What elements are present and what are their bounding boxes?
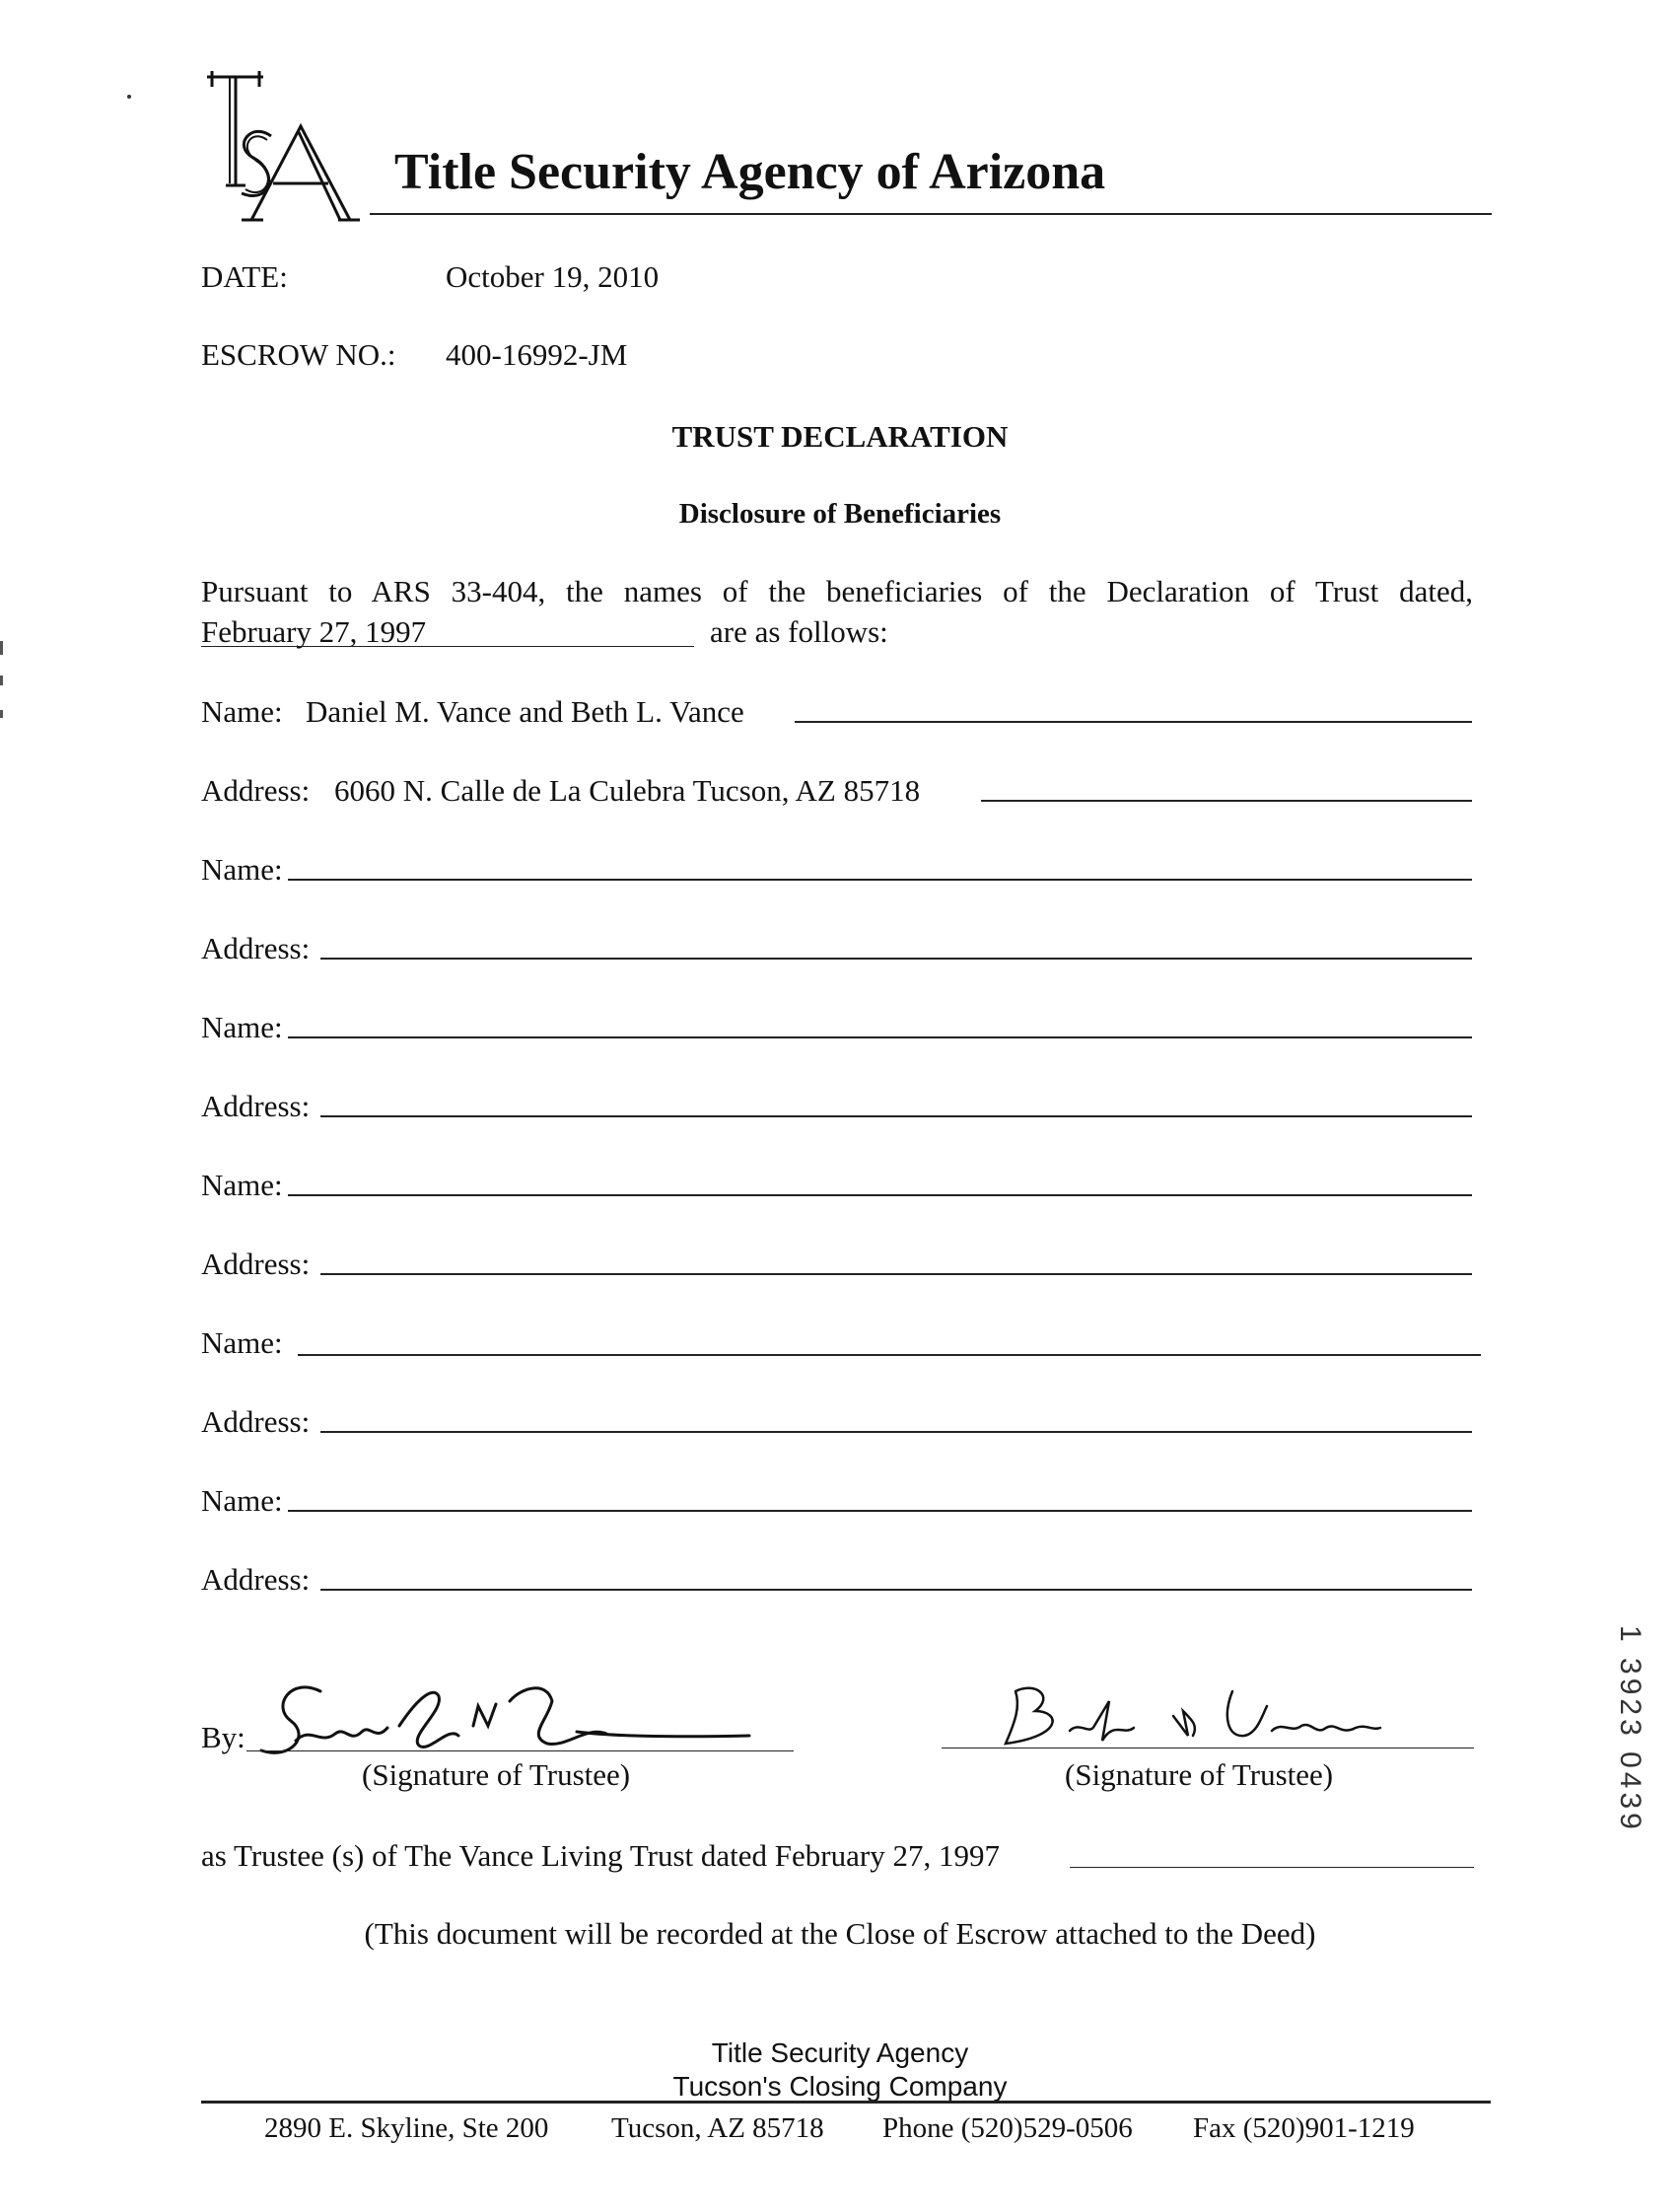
intro-line-2-suffix: are as follows:	[710, 614, 888, 649]
footer-city: Tucson, AZ 85718	[611, 2112, 824, 2144]
tsa-logo	[202, 67, 389, 225]
beneficiary-name-line	[288, 1510, 1472, 1512]
document-subtitle: Disclosure of Beneficiaries	[678, 498, 1002, 530]
beneficiary-name-line	[288, 1036, 1472, 1038]
beneficiary-name-label: Name:	[201, 1168, 283, 1202]
trust-date-underline	[201, 646, 694, 647]
beneficiary-name-line	[288, 1194, 1472, 1196]
scan-edge-mark	[0, 641, 3, 655]
beneficiary-name-line	[288, 879, 1472, 881]
beneficiary-name-label: Name:	[201, 1483, 283, 1518]
scan-speck	[127, 95, 131, 99]
margin-stamp	[1607, 1625, 1646, 1842]
footer-tagline: Tucson's Closing Company	[672, 2071, 1008, 2102]
beneficiary-address-value: 6060 N. Calle de La Culebra Tucson, AZ 85718	[334, 773, 921, 808]
footer-agency: Title Security Agency	[711, 2037, 969, 2068]
recording-note: (This document will be recorded at the Close of Escrow attached to the Deed)	[364, 1916, 1316, 1951]
company-name: Title Security Agency of Arizona	[394, 144, 1106, 200]
footer-rule	[201, 2101, 1491, 2104]
beneficiary-address-label: Address:	[201, 1404, 311, 1439]
document-title: TRUST DECLARATION	[671, 419, 1009, 454]
beneficiary-name-label: Name:	[201, 1325, 283, 1360]
footer-fax: Fax (520)901-1219	[1193, 2112, 1415, 2144]
beneficiary-address-label: Address:	[201, 773, 311, 808]
scan-edge-mark	[0, 710, 3, 718]
beneficiary-address-line	[320, 1273, 1472, 1275]
left-signature-line	[246, 1750, 794, 1751]
beneficiary-address-line	[320, 958, 1472, 960]
beneficiary-name-line	[298, 1354, 1481, 1356]
by-label: By:	[201, 1720, 245, 1754]
left-signature-caption: (Signature of Trustee)	[362, 1757, 631, 1792]
right-signature-caption: (Signature of Trustee)	[1065, 1757, 1334, 1792]
header-rule	[370, 213, 1492, 215]
beneficiary-address-label: Address:	[201, 931, 311, 965]
footer-phone: Phone (520)529-0506	[882, 2112, 1133, 2144]
date-value: October 19, 2010	[446, 259, 660, 294]
beneficiary-address-label: Address:	[201, 1089, 311, 1123]
beneficiary-address-label: Address:	[201, 1247, 311, 1281]
right-signature	[986, 1677, 1400, 1755]
footer-address: 2890 E. Skyline, Ste 200	[264, 2112, 549, 2144]
beneficiary-name-label: Name:	[201, 852, 283, 887]
escrow-label: ESCROW NO.:	[201, 337, 396, 372]
margin-stamp-text: 1 3923 0439	[1614, 1625, 1646, 1833]
trustee-statement: as Trustee (s) of The Vance Living Trust dated February 27, 1997	[201, 1838, 1000, 1873]
date-label: DATE:	[201, 259, 288, 294]
beneficiary-address-line	[320, 1589, 1472, 1591]
beneficiary-name-label: Name:	[201, 694, 283, 729]
beneficiary-address-line	[320, 1115, 1472, 1117]
beneficiary-name-value: Daniel M. Vance and Beth L. Vance	[306, 694, 744, 729]
trustee-line	[1070, 1867, 1474, 1868]
beneficiary-address-line	[320, 1431, 1472, 1433]
escrow-value: 400-16992-JM	[446, 337, 628, 372]
beneficiary-address-line	[981, 800, 1472, 802]
intro-line-1: Pursuant to ARS 33-404, the names of the beneficiaries of the Declaration of Trust dated,	[201, 574, 1473, 608]
beneficiary-name-label: Name:	[201, 1010, 283, 1044]
beneficiary-name-line	[795, 721, 1472, 723]
scan-edge-mark	[0, 676, 3, 685]
beneficiary-address-label: Address:	[201, 1562, 311, 1597]
trust-date-filled: February 27, 1997	[201, 614, 427, 649]
